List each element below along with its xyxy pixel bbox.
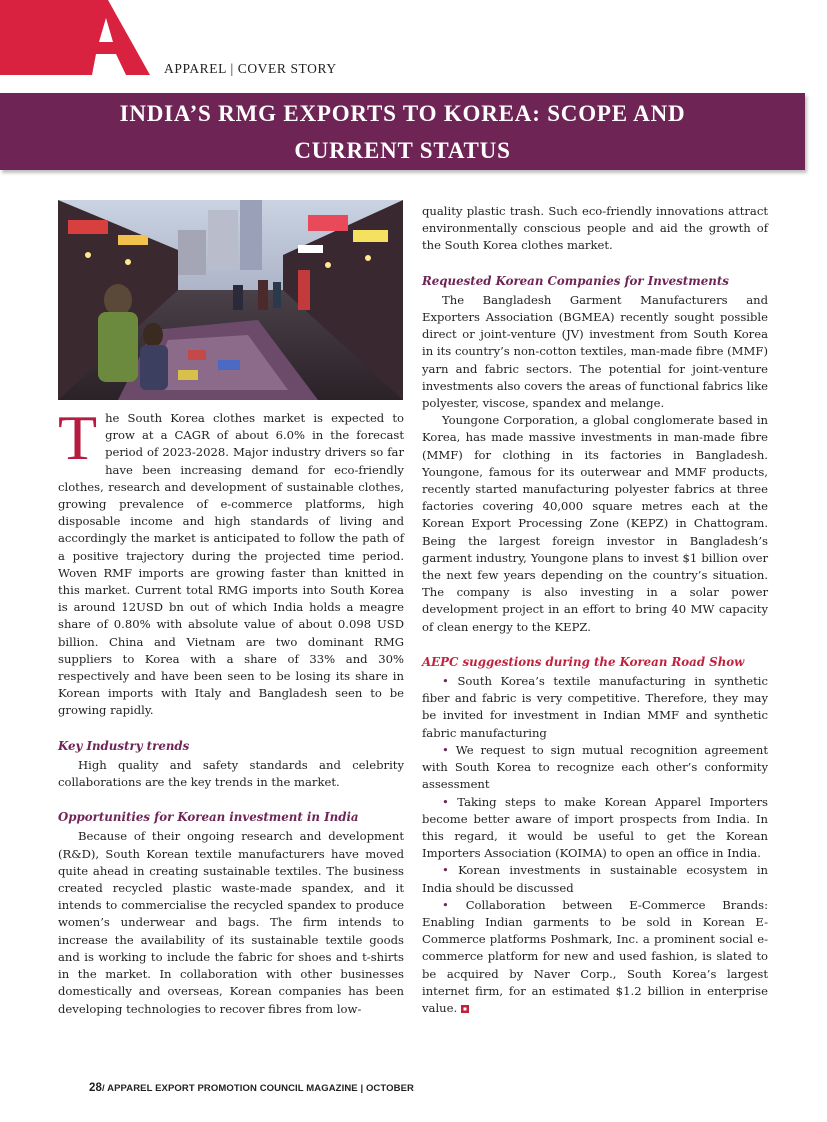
bullet-item <box>422 862 768 896</box>
bullet-icon: • <box>442 742 449 757</box>
bullet-icon: • <box>442 897 449 912</box>
bullet-icon: • <box>442 794 449 809</box>
intro-paragraph <box>58 402 404 720</box>
bullet-text: Korean investments in sustainable ecosystem in India should be discussed <box>422 863 769 895</box>
continuation-paragraph: quality plastic trash. Such eco-friendly innovations attract environmentally conscious people and aid the growth of the South Korea clothes market. <box>422 204 768 253</box>
article-title-line-2: CURRENT STATUS <box>294 137 511 163</box>
bullet-text: Collaboration between E-Commerce Brands: Enabling Indian garments to be sold in Korean E-Commerce platforms Poshmark, Inc. a prominent social e-commerce platform for new and used fashion, is slated to be acquired by Naver Corp., South Korea’s largest internet firm, for an estimated $1.2 billion in enterprise value. <box>422 897 769 1015</box>
opportunities-heading: Opportunities for Korean investment in India <box>58 810 359 825</box>
aepc-suggestions-heading: AEPC suggestions during the Korean Road Show <box>422 654 745 669</box>
bgmea-paragraph: The Bangladesh Garment Manufacturers and Exporters Association (BGMEA) recently sought possible direct or joint-venture (JV) investment from South Korea in its country’s non-cotton textiles, man-made fibre (MMF) yarn and fabric sectors. The potential for joint-venture investments also covers the areas of functional fabrics like polyester, viscose, spandex and melange. <box>422 292 768 411</box>
left-column <box>58 402 404 1018</box>
market-street-photo <box>58 200 403 400</box>
key-trends-heading: Key Industry trends <box>58 738 190 753</box>
page-footer <box>89 1082 414 1094</box>
right-column <box>422 203 768 1017</box>
requested-companies-heading: Requested Korean Companies for Investments <box>422 273 729 288</box>
bullet-item <box>422 794 768 863</box>
bullet-text: We request to sign mutual recognition agreement with South Korea to recognize each other’s conformity assessment <box>422 742 768 792</box>
bullet-item <box>422 897 768 1017</box>
bullet-item <box>422 742 768 794</box>
end-of-article-icon <box>461 1005 469 1013</box>
bullet-item <box>422 673 768 742</box>
opportunities-paragraph: Because of their ongoing research and development (R&D), South Korean textile manufacturers have moved quite ahead in creating sustainable textiles. The business created recycled plastic waste-made spandex, and it intends to commercialise the recycled spandex to produce women’s underwear and bags. The firm intends to increase the availability of its sustainable textile goods and is working to include the fabric for shoes and t-shirts in the market. In collaboration with other businesses domestically and overseas, Korean companies has been developing technologies to recover fibres from low- <box>58 829 404 1016</box>
youngone-paragraph: Youngone Corporation, a global conglomerate based in Korea, has made massive investments in man-made fibre (MMF) for clothing in its factories in Bangladesh. Youngone, famous for its outerwear and MMF products, recently started manufacturing polyester fabrics at three factories covering 40,000 square metres each at the Korean Export Processing Zone (KEPZ) in Chattogram. Being the largest foreign investor in Bangladesh’s garment industry, Youngone plans to invest $1 billion over the next few years depending on the country’s situation. The company is also investing in a solar power development project in an effort to bring 40 MW capacity of clean energy to the KEPZ. <box>422 413 768 634</box>
logo-letter-a-icon <box>0 0 150 75</box>
bullet-text: South Korea’s textile manufacturing in synthetic fiber and fabric is very competitive. Therefore, they may be invited for investment in Indian MMF and synthetic fabric manufacturing <box>422 674 769 740</box>
section-label: APPAREL | COVER STORY <box>164 61 337 76</box>
page-number: 28 <box>89 1082 102 1094</box>
bullet-text: Taking steps to make Korean Apparel Importers become better aware of import prospects from India. In this regard, it would be useful to get the Korean Importers Association (KOIMA) to open an office in India. <box>422 794 769 861</box>
key-trends-paragraph: High quality and safety standards and celebrity collaborations are the key trends in the market. <box>58 757 404 790</box>
article-title-line-1: INDIA’S RMG EXPORTS TO KOREA: SCOPE AND <box>119 100 686 126</box>
drop-cap: T <box>58 402 98 473</box>
bullet-icon: • <box>442 674 449 689</box>
title-banner <box>0 93 805 170</box>
intro-text: he South Korea clothes market is expected to grow at a CAGR of about 6.0% in the forecast period of 2023-2028. Major industry drivers so far have been increasing demand for eco-friendly clothes, research and development of sustainable clothes, growing prevalence of e-commerce platforms, high disposable income and high standards of living and accordingly the market is anticipated to follow the path of a positive trajectory during the projected time period. Woven RMF imports are growing faster than knitted in this market. Current total RMG imports into South Korea is around 12USD bn out of which India holds a meagre share of 0.80% with absolute value of about 0.098 USD billion. China and Vietnam are two dominant RMG suppliers to Korea with a share of 33% and 30% respectively and have been seen to be losing its share in Korean imports with Italy and Bangladesh seen to be growing rapidly. <box>58 411 404 718</box>
bullet-icon: • <box>442 863 449 878</box>
magazine-name: / APPAREL EXPORT PROMOTION COUNCIL MAGAZINE | OCTOBER <box>102 1083 414 1094</box>
magazine-logo <box>0 0 150 75</box>
